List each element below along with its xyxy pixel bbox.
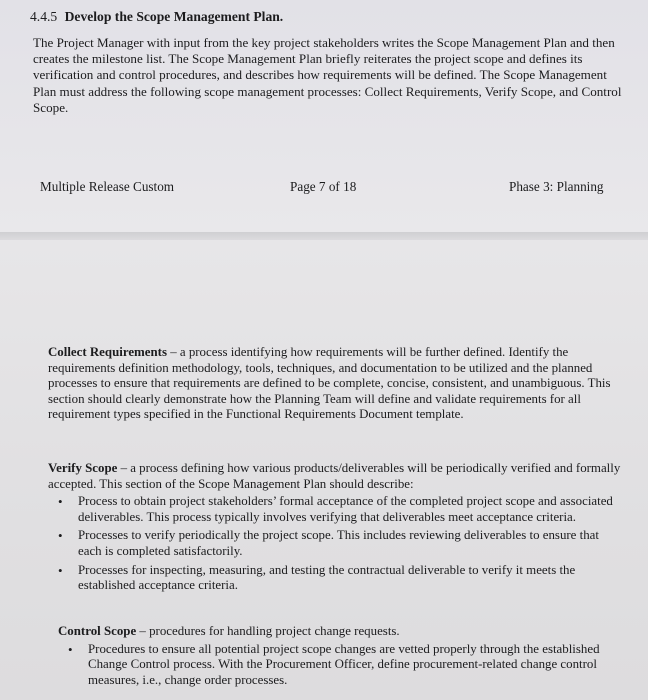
verify-scope-paragraph xyxy=(48,461,623,492)
collect-requirements-term: Collect Requirements xyxy=(48,345,167,359)
bullet-icon: • xyxy=(58,528,63,544)
bullet-icon: • xyxy=(68,641,73,657)
control-scope-text: – procedures for handling project change requests. xyxy=(136,624,400,638)
verify-scope-section xyxy=(48,461,623,597)
list-item: • Process to obtain project stakeholders’ formal acceptance of the completed project scope and associated deliverables. This process typically involves verifying that deliverables meet acceptance criteria. xyxy=(58,494,613,524)
collect-requirements-text: – a process identifying how requirements will be further defined. Identify the requirements definition methodology, tools, techniques, and documentation to be utilized and the planned processes to ensure that requirements are defined to be complete, concise, consistent, and unambiguous. This section should clearly demonstrate how the Planning Team will define and validate requirements for all requirement types specified in the Functional Requirements Document template. xyxy=(48,345,611,422)
section-heading xyxy=(30,8,283,25)
footer-phase: Phase 3: Planning xyxy=(509,179,604,194)
list-item: • Processes to verify periodically the project scope. This includes reviewing deliverables to ensure that each is completed satisfactorily. xyxy=(58,528,599,558)
section-number: 4.4.5 xyxy=(30,9,58,24)
control-scope-list xyxy=(58,642,623,689)
page-break xyxy=(0,232,648,240)
footer-page-number: Page 7 of 18 xyxy=(290,179,357,194)
bullet-icon: • xyxy=(58,494,63,510)
list-item: • Processes for inspecting, measuring, and testing the contractual deliverable to verify it meets the established acceptance criteria. xyxy=(58,562,576,593)
section-title: Develop the Scope Management Plan. xyxy=(64,9,284,24)
list-item: • Procedures to ensure all potential project scope changes are vetted properly through the established Change Control process. With the Procurement Officer, define procurement-related change control measures, i.e., change order processes. xyxy=(68,641,600,687)
top-page-region xyxy=(0,0,648,232)
verify-scope-text: – a process defining how various products/deliverables will be periodically verified and formally accepted. This section of the Scope Management Plan should describe: xyxy=(48,461,621,491)
control-scope-term: Control Scope xyxy=(58,624,137,638)
intro-paragraph: The Project Manager with input from the key project stakeholders writes the Scope Management Plan and then creates the milestone list. The Scope Management Plan briefly reiterates the project scope and defines its verification and control procedures, and describes how requirements will be defined. The Scope Management Plan must address the following scope management processes: Collect Requirements, Verify Scope, and Control Scope. xyxy=(33,35,622,115)
verify-scope-term: Verify Scope xyxy=(48,461,118,475)
bullet-icon: • xyxy=(58,562,63,578)
control-scope-paragraph xyxy=(58,624,623,640)
collect-requirements-paragraph xyxy=(48,345,623,423)
footer-left: Multiple Release Custom xyxy=(40,179,175,194)
verify-scope-list xyxy=(48,494,623,594)
control-scope-section xyxy=(58,624,623,691)
